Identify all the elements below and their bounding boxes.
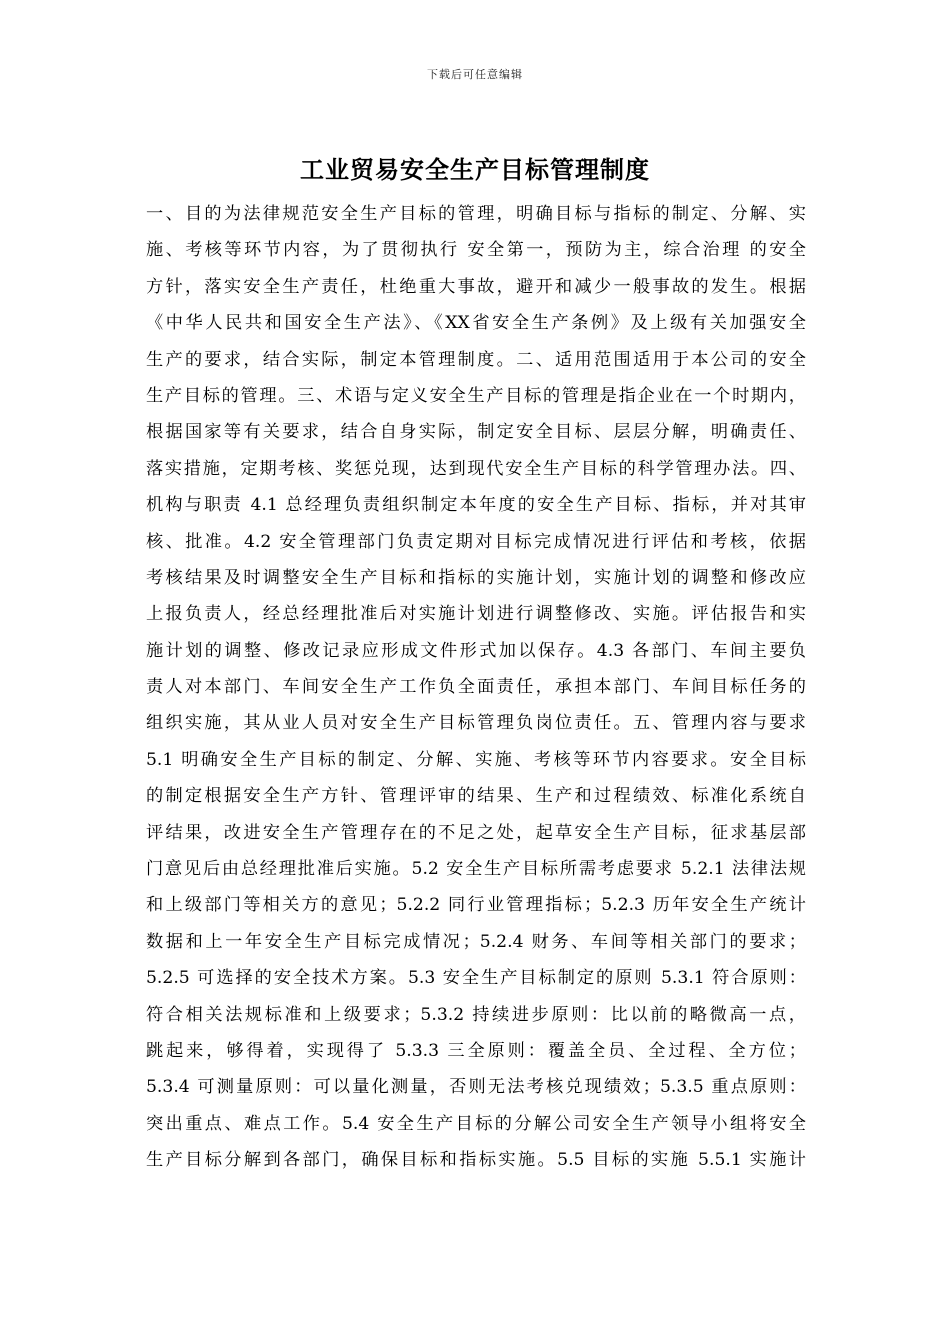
body-line: 门意见后由总经理批准后实施。5.2 安全生产目标所需考虑要求 5.2.1 法律法规 [146, 859, 806, 880]
body-line: 机构与职责 4.1 总经理负责组织制定本年度的安全生产目标、指标，并对其审 [146, 495, 806, 516]
header-note: 下载后可任意编辑 [427, 68, 523, 81]
body-line: 的制定根据安全生产方针、管理评审的结果、生产和过程绩效、标准化系统自 [146, 786, 806, 807]
body-line: 数据和上一年安全生产目标完成情况；5.2.4 财务、车间等相关部门的要求； [146, 931, 806, 952]
document-body [146, 196, 806, 1179]
body-line: 施计划的调整、修改记录应形成文件形式加以保存。4.3 各部门、车间主要负 [146, 640, 806, 661]
body-line: 5.2.5 可选择的安全技术方案。5.3 安全生产目标制定的原则 5.3.1 符合原则： [146, 968, 806, 989]
body-line: 《中华人民共和国安全生产法》、《XX省安全生产条例》及上级有关加强安全 [146, 313, 806, 334]
body-line: 5.3.4 可测量原则：可以量化测量，否则无法考核兑现绩效；5.3.5 重点原则： [146, 1077, 806, 1098]
body-line: 5.1 明确安全生产目标的制定、分解、实施、考核等环节内容要求。安全目标 [146, 749, 806, 770]
body-line: 符合相关法规标准和上级要求；5.3.2 持续进步原则：比以前的略微高一点， [146, 1004, 806, 1025]
body-line: 考核结果及时调整安全生产目标和指标的实施计划，实施计划的调整和修改应 [146, 567, 806, 588]
body-line: 生产的要求，结合实际，制定本管理制度。二、适用范围适用于本公司的安全 [146, 349, 806, 370]
body-line: 上报负责人，经总经理批准后对实施计划进行调整修改、实施。评估报告和实 [146, 604, 806, 625]
body-line: 组织实施，其从业人员对安全生产目标管理负岗位责任。五、管理内容与要求 [146, 713, 806, 734]
body-line: 施、考核等环节内容，为了贯彻执行 安全第一，预防为主，综合治理 的安全 [146, 240, 806, 261]
body-line: 一、目的为法律规范安全生产目标的管理，明确目标与指标的制定、分解、实 [146, 204, 806, 224]
body-line: 生产目标分解到各部门，确保目标和指标实施。5.5 目标的实施 5.5.1 实施计 [146, 1150, 806, 1171]
body-line: 落实措施，定期考核、奖惩兑现，达到现代安全生产目标的科学管理办法。四、 [146, 458, 806, 479]
body-line: 突出重点、难点工作。5.4 安全生产目标的分解公司安全生产领导小组将安全 [146, 1113, 806, 1134]
body-line: 方针，落实安全生产责任，杜绝重大事故，避开和减少一般事故的发生。根据 [146, 276, 806, 297]
document-title: 工业贸易安全生产目标管理制度 [300, 155, 650, 184]
body-line: 跳起来，够得着，实现得了 5.3.3 三全原则：覆盖全员、全过程、全方位； [146, 1040, 806, 1061]
body-line: 根据国家等有关要求，结合自身实际，制定安全目标、层层分解，明确责任、 [146, 422, 806, 443]
body-line: 和上级部门等相关方的意见；5.2.2 同行业管理指标；5.2.3 历年安全生产统计 [146, 895, 806, 916]
body-line: 责人对本部门、车间安全生产工作负全面责任，承担本部门、车间目标任务的 [146, 677, 806, 698]
body-line: 生产目标的管理。三、术语与定义安全生产目标的管理是指企业在一个时期内， [146, 385, 806, 406]
body-line: 核、批准。4.2 安全管理部门负责定期对目标完成情况进行评估和考核，依据 [146, 531, 806, 552]
body-line: 评结果，改进安全生产管理存在的不足之处，起草安全生产目标，征求基层部 [146, 822, 806, 843]
